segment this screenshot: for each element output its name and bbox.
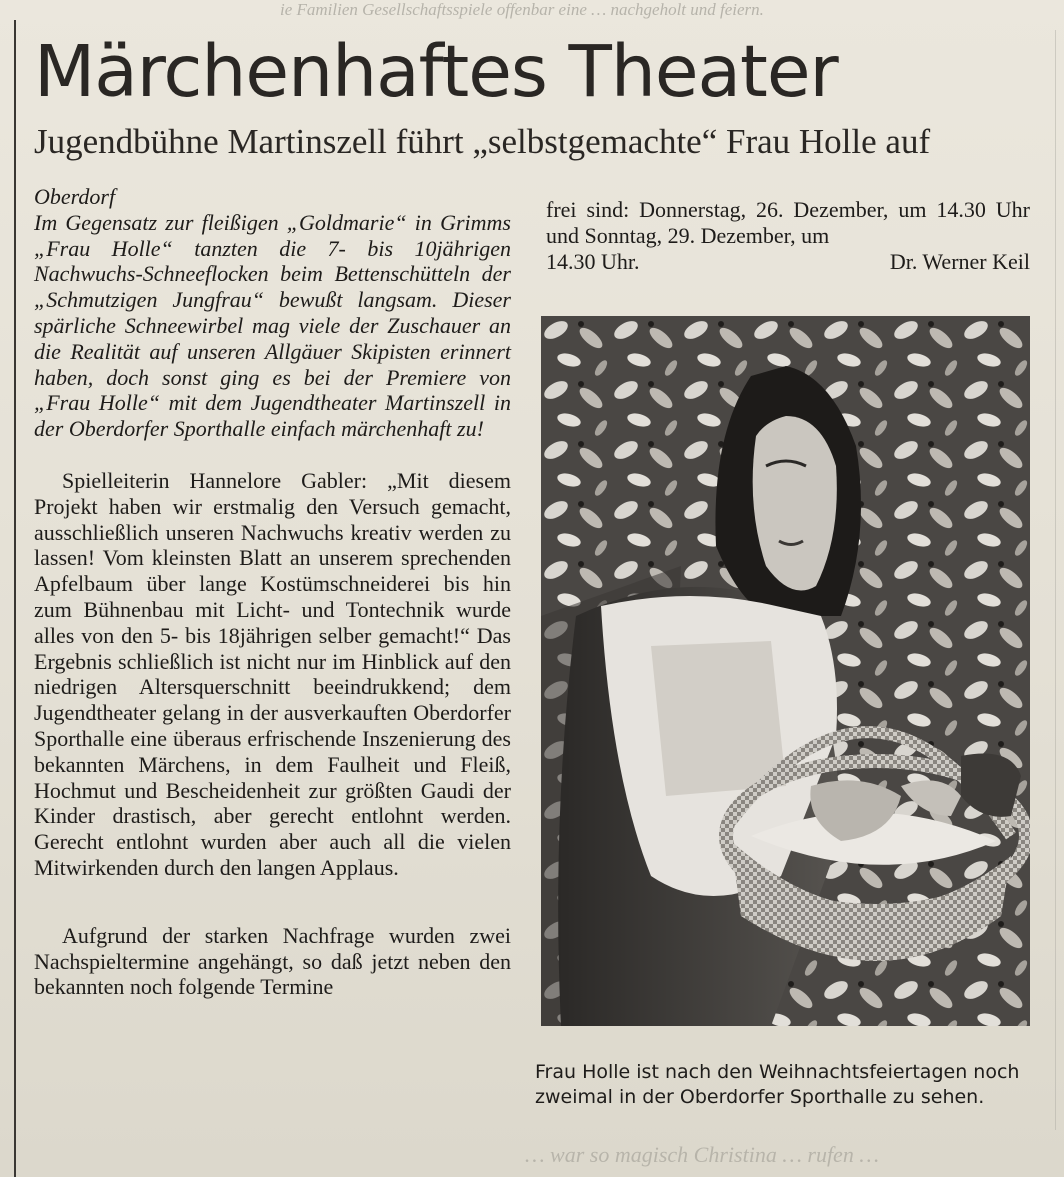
continuation-text: frei sind: Donnerstag, 26. Dezember, um 14.30 Uhr und Sonntag, 29. Dezember, um — [546, 197, 1030, 248]
bleed-through-text-top: ie Familien Gesellschaftsspiele offenbar eine … nachgeholt und feiern. — [280, 0, 764, 19]
paragraph-spacer — [34, 881, 511, 923]
dateline: Oberdorf — [34, 184, 116, 209]
article-lede: Im Gegensatz zur fleißigen „Goldmarie“ in Grimms „Frau Holle“ tanzten die 7- bis 10jährigen Nachwuchs-Schneeflocken beim Bettenschütteln der „Schmutzigen Jungfrau“ bewußt langsam. Dieser spärliche Schneewirbel mag viele der Zuschauer an die Realität auf unseren Allgäuer Skipisten erinnert haben, doch sonst ging es bei der Premiere von „Frau Holle“ mit dem Jugendtheater Martinszell in der Oberdorfer Sporthalle einfach märchenhaft zu! — [34, 209, 511, 442]
byline-row — [546, 249, 1030, 275]
article-photo — [541, 316, 1030, 1026]
article-left-column — [34, 184, 511, 1000]
article-paragraph-3: Aufgrund der starken Nachfrage wurden zwei Nachspieltermine angehängt, so daß jetzt neben den bekannten noch folgende Termine — [34, 922, 511, 1000]
headline: Märchenhaftes Theater — [34, 30, 838, 113]
photo-caption: Frau Holle ist nach den Weihnachtsfeiertagen noch zweimal in der Oberdorfer Sporthalle zu sehen. — [535, 1061, 1020, 1108]
bleed-through-text-bottom: … war so magisch Christina … rufen … — [525, 1142, 879, 1167]
article-continuation — [546, 197, 1030, 274]
continuation-end: 14.30 Uhr. — [546, 248, 640, 274]
paragraph-spacer — [34, 442, 511, 468]
column-rule-right — [1055, 30, 1056, 1130]
column-rule-left — [14, 20, 16, 1177]
subheadline: Jugendbühne Martinszell führt „selbstgemachte“ Frau Holle auf — [34, 122, 931, 161]
byline: Dr. Werner Keil — [889, 248, 1030, 274]
girl-with-basket-photo — [541, 316, 1030, 1026]
article-paragraph-2: Spielleiterin Hannelore Gabler: „Mit diesem Projekt haben wir erstmalig den Versuch gemacht, ausschließlich unseren Nachwuchs kreativ werden zu lassen! Vom kleinsten Blatt an unserem sprechenden Apfelbaum über lange Kostümschneiderei bis hin zum Bühnenbau mit Licht- und Tontechnik wurde alles von den 5- bis 18jährigen selber gemacht!“ Das Ergebnis schließlich ist nicht nur im Hinblick auf den niedrigen Altersquerschnitt beeindrukkend; dem Jugendtheater gelang in der ausverkauften Oberdorfer Sporthalle eine überaus erfrischende Inszenierung des bekannten Märchens, in dem Faulheit und Fleiß, Hochmut und Bescheidenheit zur größten Gaudi der Kinder drastisch, aber gerecht entlohnt werden. Gerecht entlohnt wurden aber auch all die vielen Mitwirkenden durch den langen Applaus. — [34, 467, 511, 880]
